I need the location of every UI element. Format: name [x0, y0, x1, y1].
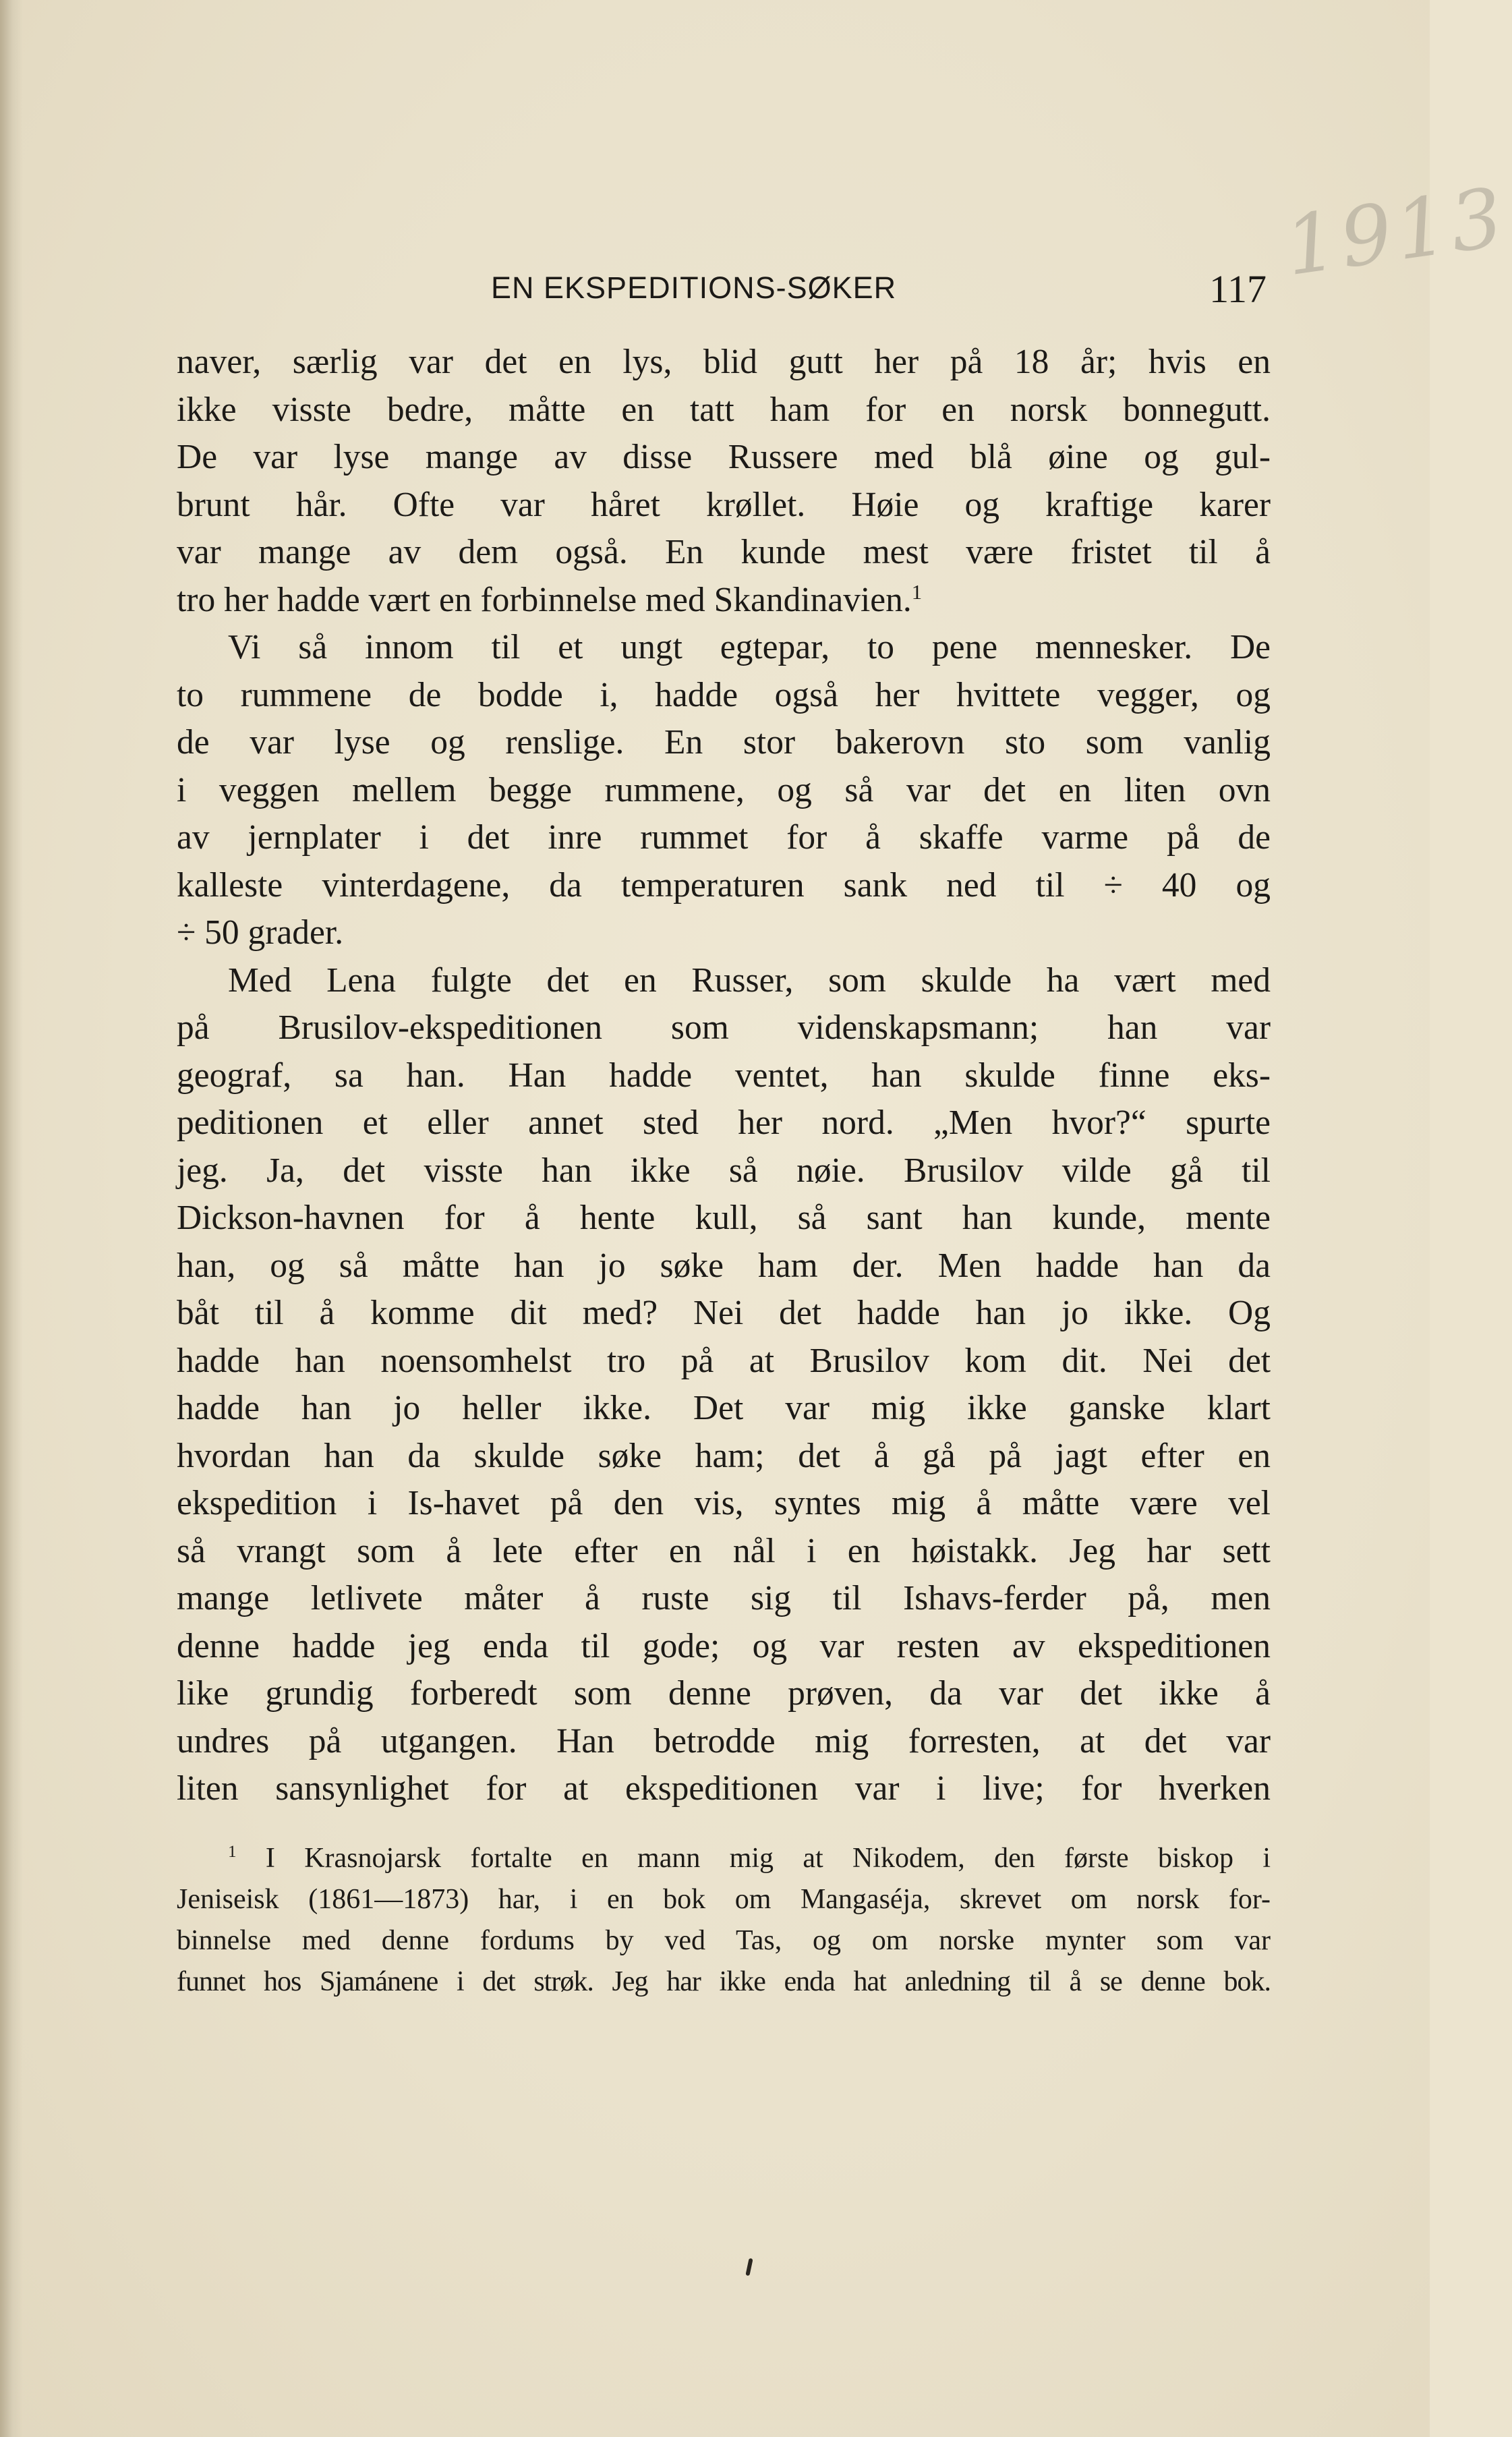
text-line: Dickson-havnen for å hente kull, så sant han kunde, mente — [177, 1199, 1271, 1237]
text-line: han, og så måtte han jo søke ham der. Men hadde han da — [177, 1246, 1271, 1285]
footnote — [177, 1838, 1271, 2003]
text-line: like grundig forberedt som denne prøven, da var det ikke å — [177, 1674, 1271, 1713]
pencil-margin-note: 1913 — [1279, 170, 1512, 295]
text-line: ÷ 50 grader. — [177, 913, 344, 952]
text-line: hadde han noensomhelst tro på at Brusilov kom dit. Nei det — [177, 1341, 1271, 1380]
text-line: hadde han jo heller ikke. Det var mig ikke ganske klart — [177, 1389, 1271, 1427]
text-line: båt til å komme dit med? Nei det hadde han jo ikke. Og — [177, 1294, 1271, 1332]
text-line: brunt hår. Ofte var håret krøllet. Høie og kraftige karer — [177, 485, 1271, 524]
text-line: denne hadde jeg enda til gode; og var resten av ekspeditionen — [177, 1626, 1271, 1665]
footnote-line: funnet hos Sjamánene i det strøk. Jeg har ikke enda hat anledning til å se denne bok. — [177, 1966, 1271, 1997]
footnote-line-content: I Krasnojarsk fortalte en mann mig at Nikodem, den første biskop i — [265, 1843, 1271, 1874]
text-line: Vi så innom til et ungt egtepar, to pene mennesker. De — [228, 628, 1271, 666]
text-line: De var lyse mange av disse Russere med blå øine og gul- — [177, 438, 1271, 476]
text-line: de var lyse og renslige. En stor bakerovn sto som vanlig — [177, 723, 1271, 762]
text-line: var mange av dem også. En kunde mest være fristet til å — [177, 533, 1271, 571]
footnote-line — [177, 1838, 1271, 1879]
text-line: jeg. Ja, det visste han ikke så nøie. Brusilov vilde gå til — [177, 1151, 1271, 1190]
body-text — [177, 339, 1271, 1813]
text-line: Med Lena fulgte det en Russer, som skulde ha vært med — [228, 961, 1271, 1000]
footnote-line: binnelse med denne fordums by ved Tas, og om norske mynter som var — [177, 1925, 1271, 1956]
text-line: peditionen et eller annet sted her nord. „Men hvor?“ spurte — [177, 1103, 1271, 1142]
text-line: ekspedition i Is-havet på den vis, syntes mig å måtte være vel — [177, 1484, 1271, 1522]
text-line: mange letlivete måter å ruste sig til Ishavs-ferder på, men — [177, 1579, 1271, 1617]
text-line: ikke visste bedre, måtte en tatt ham for en norsk bonnegutt. — [177, 390, 1271, 429]
text-line: naver, særlig var det en lys, blid gutt her på 18 år; hvis en — [177, 343, 1271, 381]
text-line: undres på utgangen. Han betrodde mig forresten, at det var — [177, 1721, 1271, 1760]
page-number: 117 — [1209, 267, 1267, 311]
text-line: kalleste vinterdagene, da temperaturen sank ned til ÷ 40 og — [177, 865, 1271, 905]
text-line: hvordan han da skulde søke ham; det å gå på jagt efter en — [177, 1436, 1271, 1475]
text-line-content: tro her hadde vært en forbinnelse med Skandinavien. — [177, 580, 912, 619]
text-line: geograf, sa han. Han hadde ventet, han skulde finne eks- — [177, 1056, 1271, 1095]
page-header — [181, 266, 1267, 314]
binding-edge — [0, 0, 23, 2437]
text-line: i veggen mellem begge rummene, og så var det en liten ovn — [177, 770, 1271, 809]
text-line: så vrangt som å lete efter en nål i en høistakk. Jeg har sett — [177, 1531, 1271, 1570]
running-head: EN EKSPEDITIONS-SØKER — [491, 270, 897, 305]
text-line: på Brusilov-ekspeditionen som videnskapsmann; han var — [177, 1008, 1271, 1047]
text-line: to rummene de bodde i, hadde også her hvittete vegger, og — [177, 675, 1271, 714]
text-line: av jernplater i det inre rummet for å skaffe varme på de — [177, 818, 1271, 857]
footnote-reference: 1 — [911, 579, 923, 604]
footnote-line: Jeniseisk (1861—1873) har, i en bok om Mangaséja, skrevet om norsk for- — [177, 1884, 1271, 1915]
text-line: liten sansynlighet for at ekspeditionen var i live; for hverken — [177, 1769, 1271, 1808]
text-line — [177, 577, 1271, 625]
ink-mark — [745, 2258, 753, 2276]
footnote-marker: 1 — [228, 1843, 237, 1861]
